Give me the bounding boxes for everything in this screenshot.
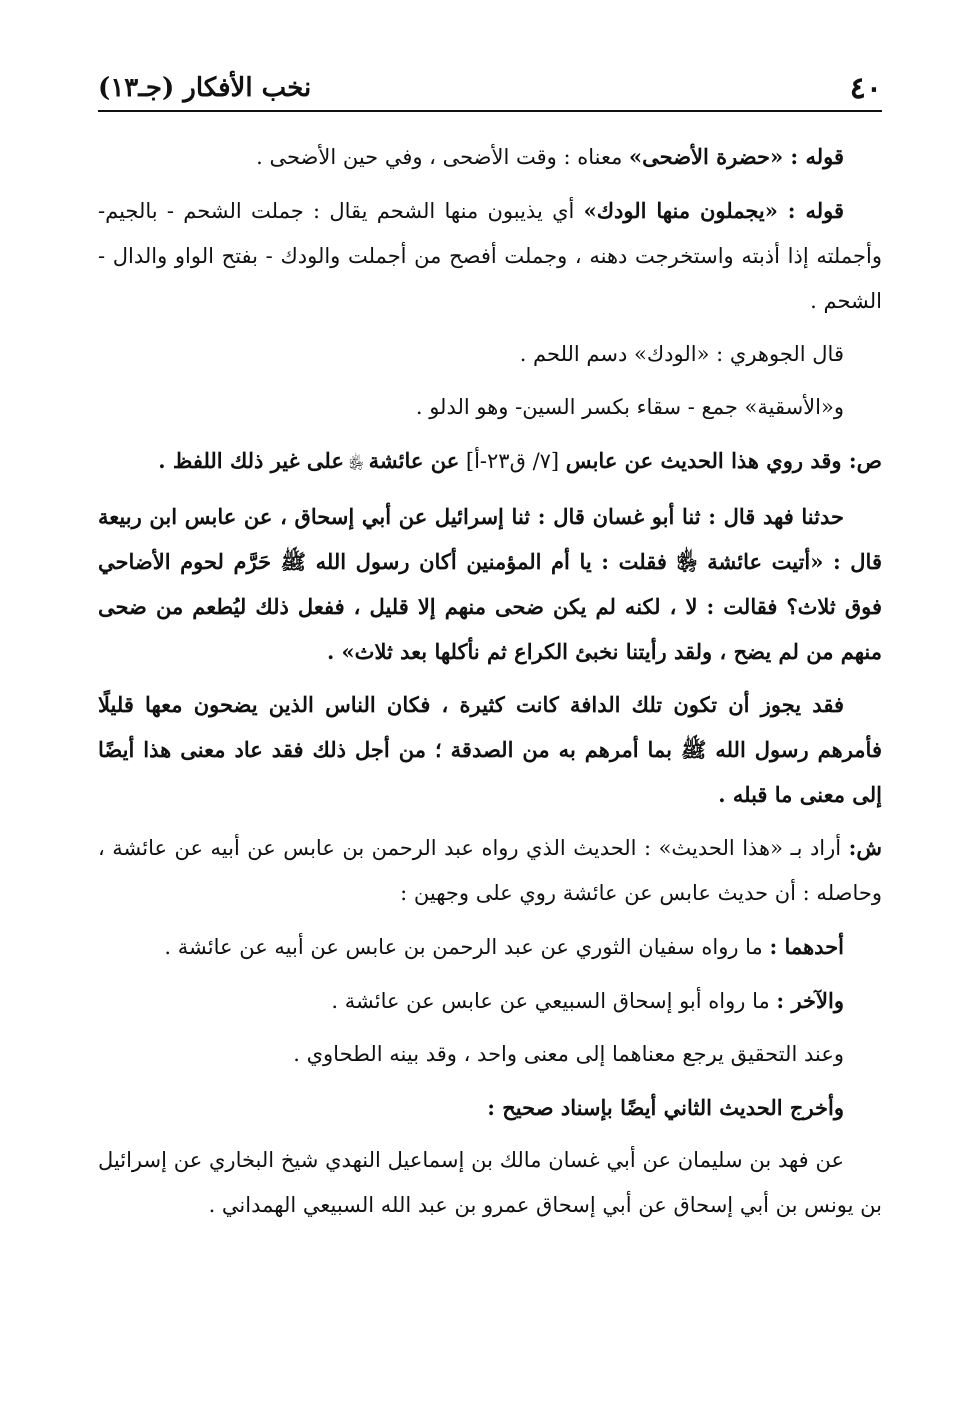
paragraph-5 xyxy=(98,438,882,486)
paragraph-text: عن فهد بن سليمان عن أبي غسان مالك بن إسماعيل النهدي شيخ البخاري عن إسرائيل بن يونس بن أبي إسحاق عن أبي إسحاق عمرو بن عبد الله السبيعي الهمداني . xyxy=(98,1148,882,1217)
paragraph-10 xyxy=(98,978,882,1024)
paragraph-bold-text: عن عائشة xyxy=(368,448,460,473)
paragraph-text: أراد بـ «هذا الحديث» : الحديث الذي رواه عبد الرحمن بن عابس عن أبيه عن عائشة ، وحاصله : أن حديث عابس عن عائشة روي على وجهين : xyxy=(98,836,882,905)
paragraph-text: وعند التحقيق يرجع معناهما إلى معنى واحد ، وقد بينه الطحاوي . xyxy=(293,1042,844,1066)
paragraph-text: ما رواه سفيان الثوري عن عبد الرحمن بن عابس عن أبيه عن عائشة . xyxy=(164,935,770,959)
paragraph-8 xyxy=(98,825,882,916)
page-header xyxy=(98,66,882,112)
paragraph-bold-text: وقد روي هذا الحديث عن عابس xyxy=(565,448,849,473)
paragraph-text: ما رواه أبو إسحاق السبيعي عن عابس عن عائشة . xyxy=(331,989,777,1013)
paragraph-4 xyxy=(98,385,882,430)
paragraph-1 xyxy=(98,134,882,180)
paragraph-lead: ص: xyxy=(848,448,882,473)
paragraph-text: و«الأسقية» جمع - سقاء بكسر السين- وهو الدلو . xyxy=(415,395,844,419)
paragraph-bold-text: على غير ذلك اللفظ . xyxy=(158,448,344,473)
page-number: ٤٠ xyxy=(849,70,882,106)
honorific-glyph: ﵂ xyxy=(343,454,369,472)
paragraph-3 xyxy=(98,332,882,377)
paragraph-lead: قوله : «يجملون منها الودك» xyxy=(583,198,844,223)
paragraph-7: فقد يجوز أن تكون تلك الدافة كانت كثيرة ، فكان الناس الذين يضحون معها قليلًا فأمرهم رسول الله ﷺ بما أمرهم به من الصدقة ؛ من أجل ذلك فقد عاد معنى هذا أيضًا إلى معنى ما قبله . xyxy=(98,692,882,807)
paragraph-text: قال الجوهري : «الودك» دسم اللحم . xyxy=(519,342,844,366)
paragraph-lead: ش: xyxy=(848,835,882,860)
paragraph-6: حدثنا فهد قال : ثنا أبو غسان قال : ثنا إسرائيل عن أبي إسحاق ، عن عابس ابن ربيعة قال : «أتيت عائشة ﵂ فقلت : يا أم المؤمنين أكان رسول الله ﷺ حَرَّم لحوم الأضاحي فوق ثلاث؟ فقالت : لا ، لكنه لم يكن ضحى منهم إلا قليل ، ففعل ذلك ليُطعم من ضحى منهم من لم يضح ، ولقد رأيتنا نخبئ الكراع ثم نأكلها بعد ثلاث» . xyxy=(98,504,882,664)
paragraph-text: أي يذيبون منها الشحم يقال : جملت الشحم - بالجيم- وأجملته إذا أذبته واستخرجت دهنه ، وجملت أفصح من أجملت والودك - بفتح الواو والدال - الشحم . xyxy=(98,199,882,313)
paragraph-11 xyxy=(98,1032,882,1077)
paragraph-lead: أحدهما : xyxy=(769,934,844,959)
paragraph-12: وأخرج الحديث الثاني أيضًا بإسناد صحيح : xyxy=(487,1095,844,1120)
paragraph-lead: قوله : «حضرة الأضحى» xyxy=(629,144,844,169)
paragraph-9 xyxy=(98,924,882,970)
running-title: نخب الأفكار (جـ١٣) xyxy=(98,73,312,103)
page-body xyxy=(98,134,882,1236)
paragraph-text: معناه : وقت الأضحى ، وفي حين الأضحى . xyxy=(256,145,630,169)
paragraph-13 xyxy=(98,1138,882,1228)
paragraph-lead: والآخر : xyxy=(776,988,844,1013)
manuscript-reference: [٧/ ق٢٣-أ] xyxy=(459,449,566,473)
paragraph-2 xyxy=(98,188,882,324)
